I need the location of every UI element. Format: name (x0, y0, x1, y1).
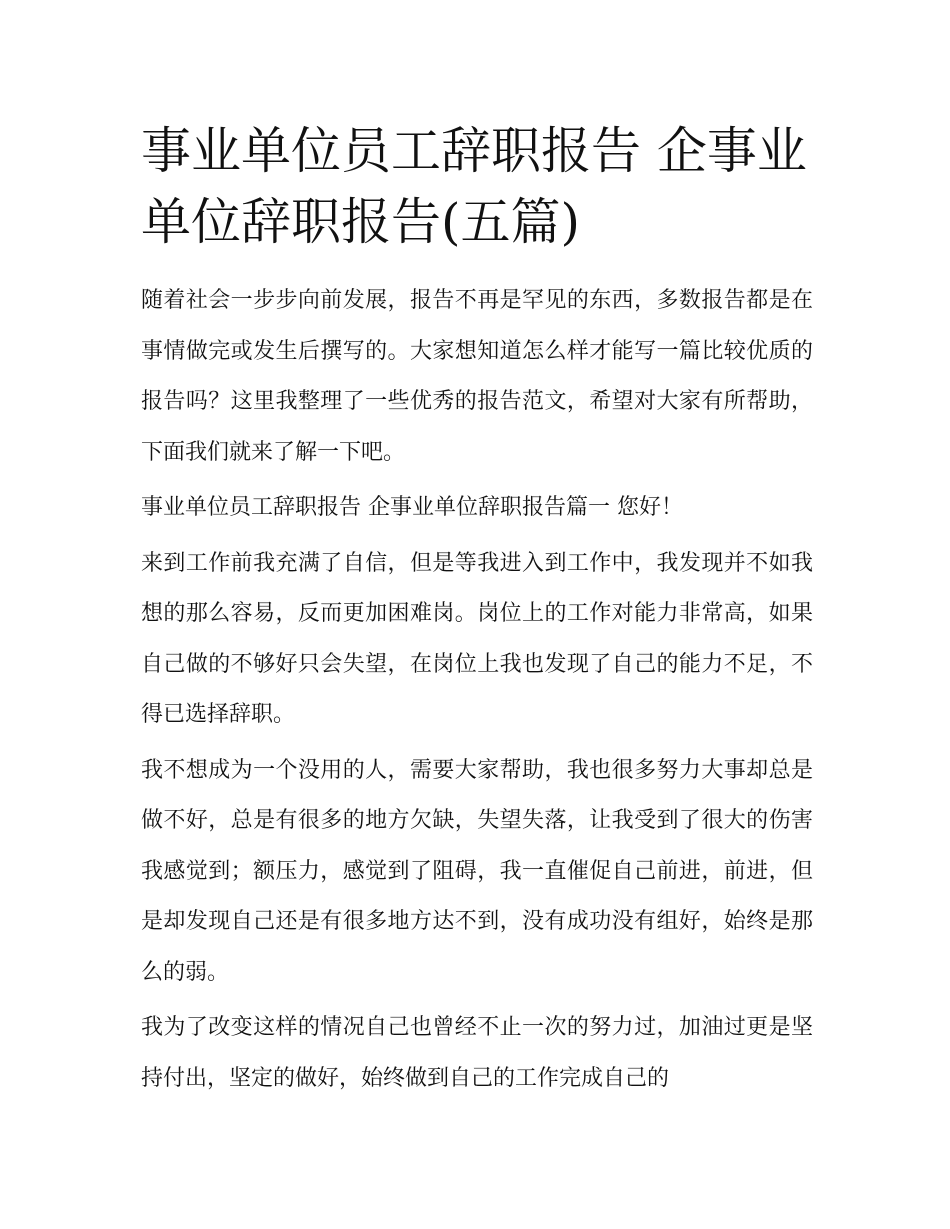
paragraph-body-1: 来到工作前我充满了自信，但是等我进入到工作中，我发现并不如我想的那么容易，反而更加困难岗。岗位上的工作对能力非常高，如果自己做的不够好只会失望，在岗位上我也发现了自己的能力不足，不得已选择辞职。 (141, 550, 813, 727)
paragraph-body-2: 我不想成为一个没用的人，需要大家帮助，我也很多努力大事却总是做不好，总是有很多的地方欠缺，失望失落，让我受到了很大的伤害我感觉到；额压力，感觉到了阻碍，我一直催促自己前进，前进，但是却发现自己还是有很多地方达不到，没有成功没有组好，始终是那么的弱。 (141, 757, 813, 985)
document-body (141, 116, 813, 1109)
paragraph-body-3: 我为了改变这样的情况自己也曾经不止一次的努力过，加油过更是坚持付出，坚定的做好，始终做到自己的工作完成自己的 (141, 1015, 813, 1091)
document-title: 事业单位员工辞职报告 企事业单位辞职报告(五篇) (141, 122, 807, 251)
paragraph-intro: 随着社会一步步向前发展，报告不再是罕见的东西，多数报告都是在事情做完或发生后撰写的。大家想知道怎么样才能写一篇比较优质的报告吗？这里我整理了一些优秀的报告范文，希望对大家有所帮助，下面我们就来了解一下吧。 (141, 288, 813, 465)
paragraph-heading-greeting: 事业单位员工辞职报告 企事业单位辞职报告篇一 您好！ (141, 495, 683, 520)
